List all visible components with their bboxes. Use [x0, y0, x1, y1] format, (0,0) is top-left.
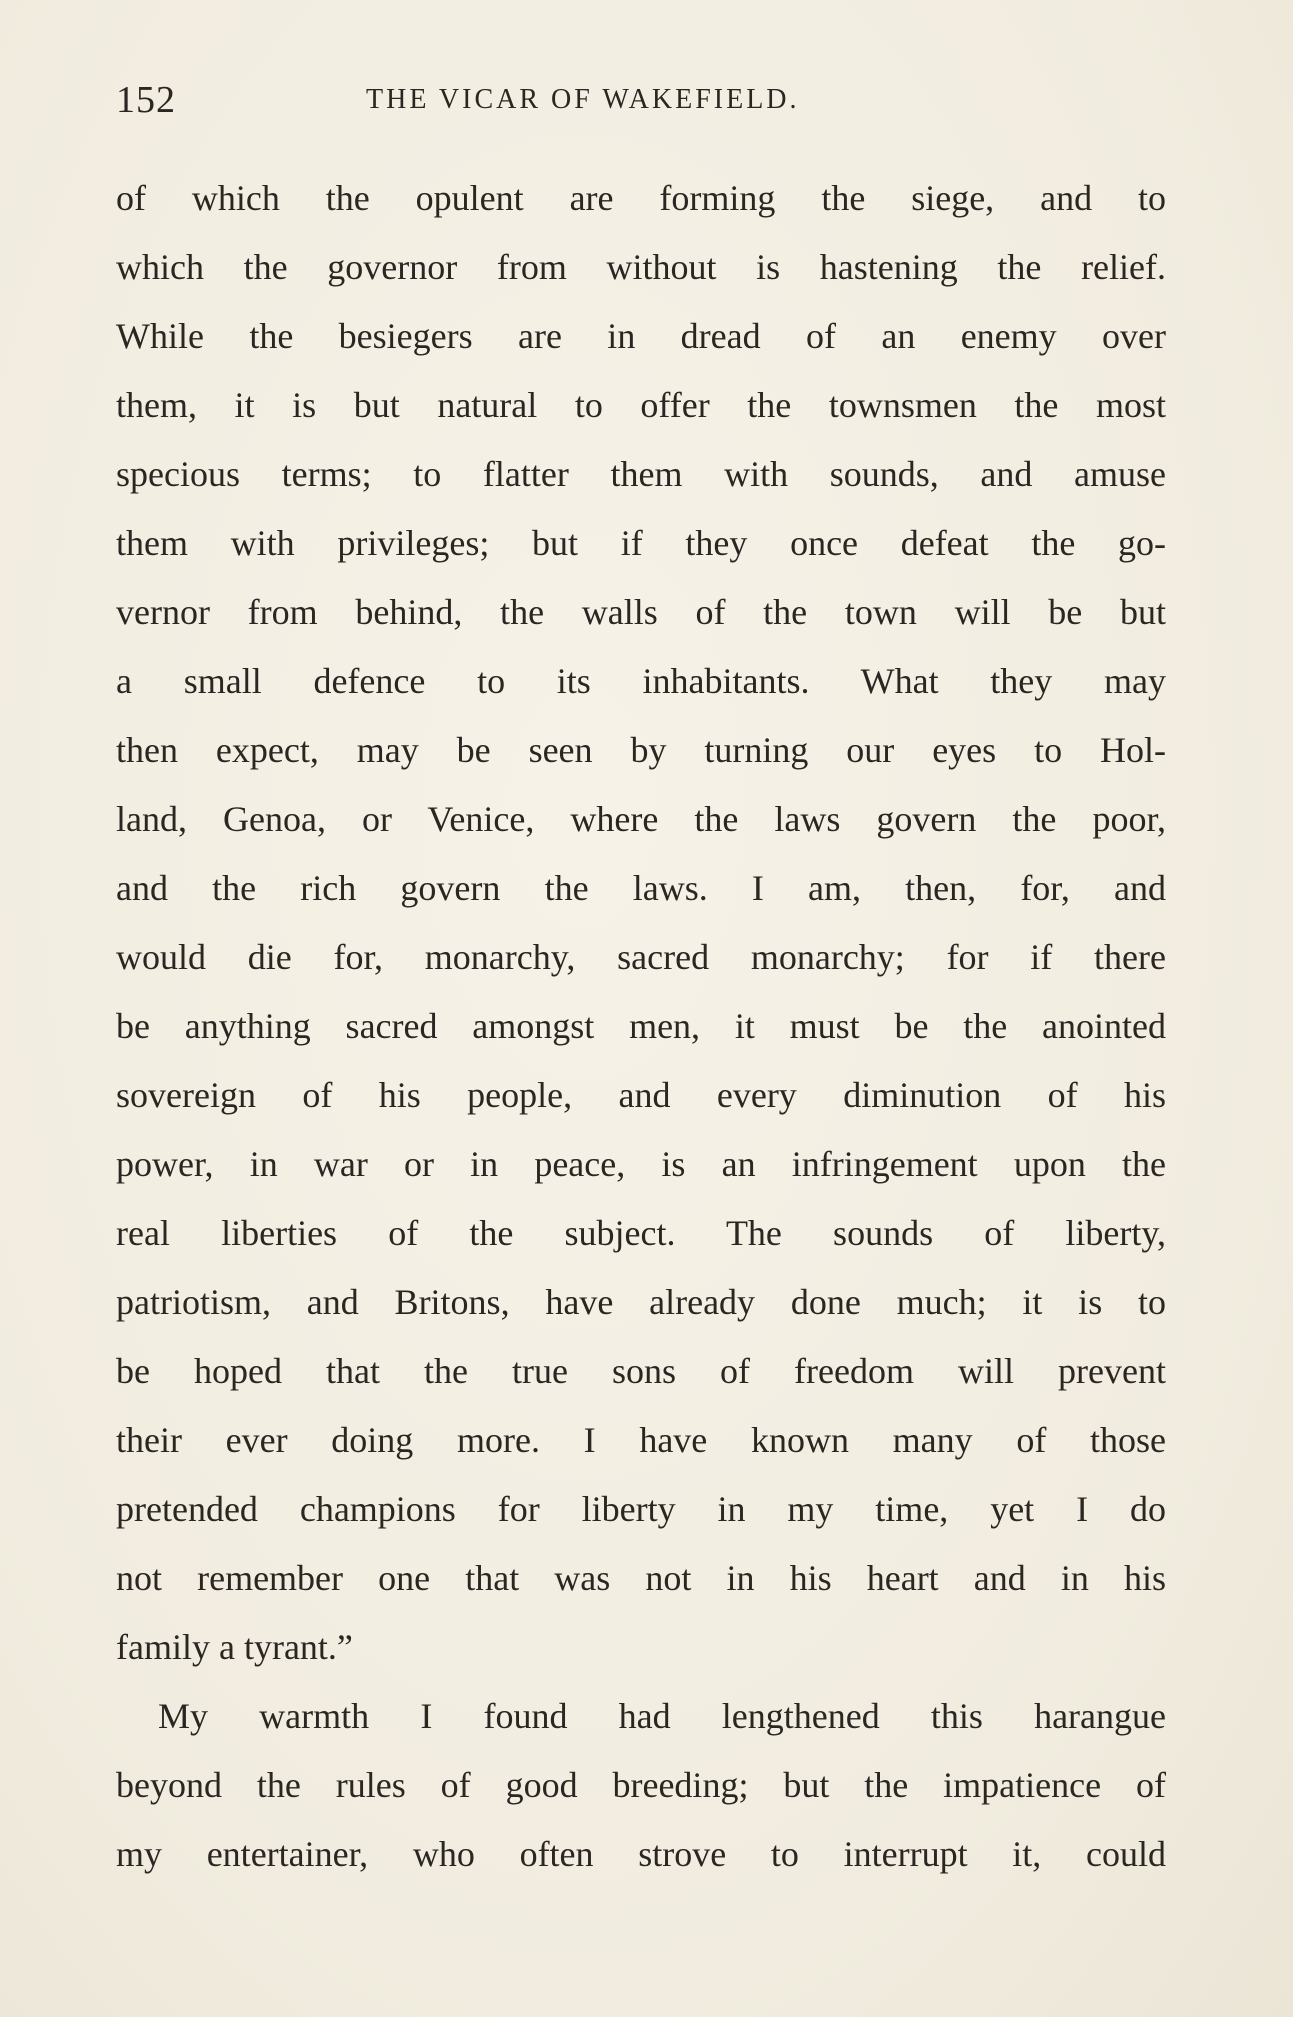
- text-line: power, in war or in peace, is an infringement upon the: [116, 1144, 1166, 1184]
- text-line: of which the opulent are forming the siege, and to: [116, 178, 1166, 218]
- text-line: sovereign of his people, and every diminution of his: [116, 1075, 1166, 1115]
- text-line: patriotism, and Britons, have already done much; it is to: [116, 1282, 1166, 1322]
- paragraph-end-line: family a tyrant.”: [116, 1627, 353, 1667]
- text-line: While the besiegers are in dread of an enemy over: [116, 316, 1166, 356]
- text-line: their ever doing more. I have known many of those: [116, 1420, 1166, 1460]
- running-head: [116, 78, 1166, 128]
- text-line: pretended champions for liberty in my time, yet I do: [116, 1489, 1166, 1529]
- text-line: my entertainer, who often strove to interrupt it, could: [116, 1834, 1166, 1874]
- text-line: a small defence to its inhabitants. What they may: [116, 661, 1166, 701]
- text-line: then expect, may be seen by turning our eyes to Hol-: [116, 730, 1166, 770]
- text-line: them, it is but natural to offer the townsmen the most: [116, 385, 1166, 425]
- text-line: land, Genoa, or Venice, where the laws govern the poor,: [116, 799, 1166, 839]
- text-line: would die for, monarchy, sacred monarchy; for if there: [116, 937, 1166, 977]
- body-text: [116, 172, 1166, 1897]
- text-line: not remember one that was not in his heart and in his: [116, 1558, 1166, 1598]
- text-line: and the rich govern the laws. I am, then, for, and: [116, 868, 1166, 908]
- text-line: specious terms; to flatter them with sounds, and amuse: [116, 454, 1166, 494]
- text-line: which the governor from without is hastening the relief.: [116, 247, 1166, 287]
- text-line: be hoped that the true sons of freedom will prevent: [116, 1351, 1166, 1391]
- text-line: real liberties of the subject. The sounds of liberty,: [116, 1213, 1166, 1253]
- text-line: be anything sacred amongst men, it must be the anointed: [116, 1006, 1166, 1046]
- running-title: THE VICAR OF WAKEFIELD.: [366, 84, 800, 115]
- text-line: beyond the rules of good breeding; but the impatience of: [116, 1765, 1166, 1805]
- paragraph-start-line: My warmth I found had lengthened this harangue: [158, 1696, 1166, 1736]
- page-number: 152: [116, 79, 176, 121]
- text-line: them with privileges; but if they once defeat the go-: [116, 523, 1166, 563]
- text-line: vernor from behind, the walls of the town will be but: [116, 592, 1166, 632]
